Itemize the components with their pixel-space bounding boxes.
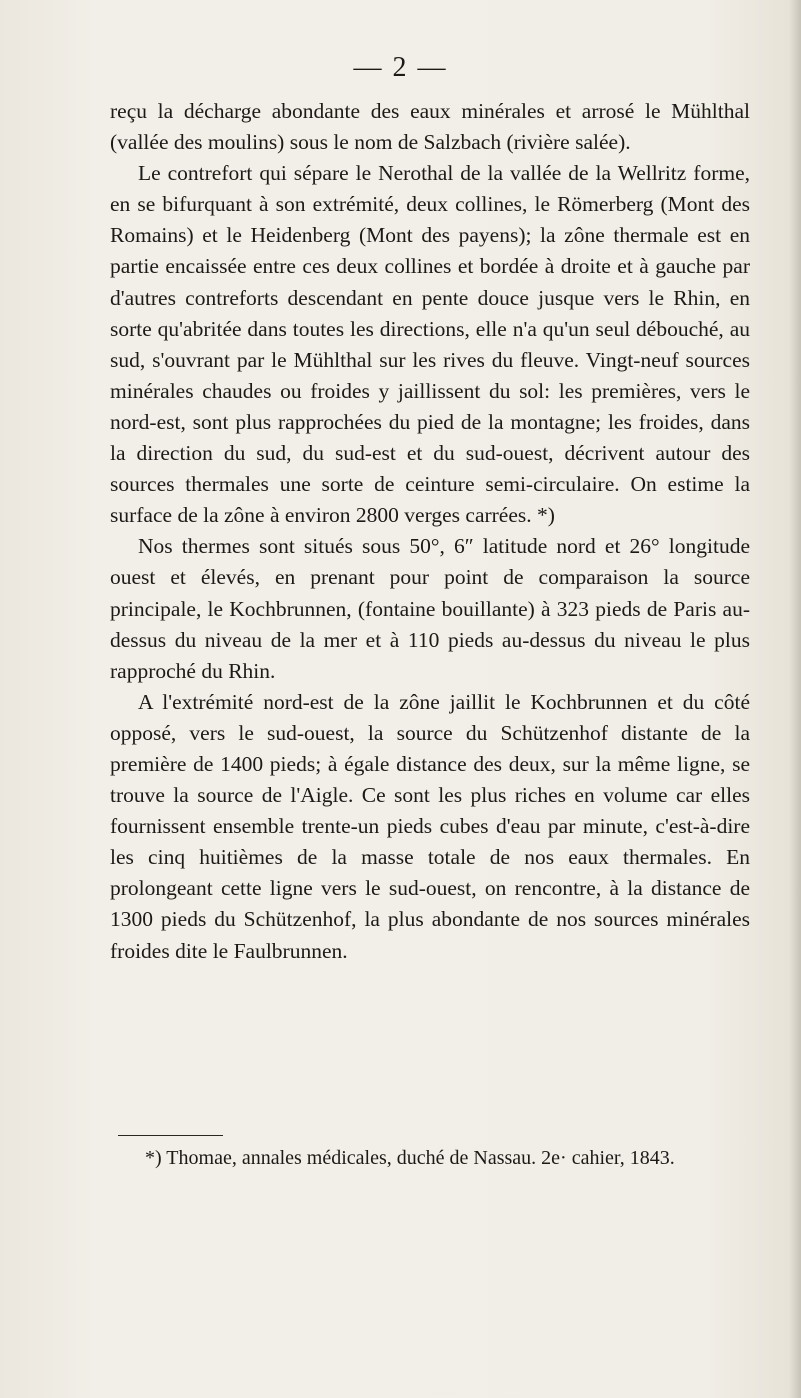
- footnote-divider: [118, 1135, 223, 1136]
- page-number: — 2 —: [353, 52, 448, 83]
- body-text: [110, 96, 750, 967]
- footnote: *) Thomae, annales médicales, duché de Nassau. 2e· cahier, 1843.: [145, 1147, 675, 1169]
- paragraph-3: Nos thermes sont situés sous 50°, 6″ latitude nord et 26° longitude ouest et élevés, en prenant pour point de comparaison la source principale, le Kochbrunnen, (fontaine bouillante) à 323 pieds de Paris au-dessus du niveau de la mer et à 110 pieds au-dessus du niveau le plus rapproché du Rhin.: [110, 534, 750, 683]
- page-edge-shadow: [789, 0, 801, 1398]
- paragraph-4: A l'extrémité nord-est de la zône jaillit le Kochbrunnen et du côté opposé, vers le sud-ouest, la source du Schützenhof distante de la première de 1400 pieds; à égale distance des deux, sur la même ligne, se trouve la source de l'Aigle. Ce sont les plus riches en volume car elles fournissent ensemble trente-un pieds cubes d'eau par minute, c'est-à-dire les cinq huitièmes de la masse totale de nos eaux thermales. En prolongeant cette ligne vers le sud-ouest, on rencontre, à la distance de 1300 pieds du Schützenhof, la plus abondante de nos sources minérales froides dite le Faulbrunnen.: [110, 689, 750, 963]
- paragraph-1: reçu la décharge abondante des eaux minérales et arrosé le Mühlthal (vallée des moulins) sous le nom de Salzbach (rivière salée).: [110, 99, 750, 155]
- paragraph-2: Le contrefort qui sépare le Nerothal de la vallée de la Wellritz forme, en se bifurquant à son extrémité, deux collines, le Römerberg (Mont des Romains) et le Heidenberg (Mont des payens); la zône thermale est en partie encaissée entre ces deux collines et bordée à droite et à gauche par d'autres contreforts descendant en pente douce jusque vers le Rhin, en sorte qu'abritée dans toutes les directions, elle n'a qu'un seul débouché, au sud, s'ouvrant par le Mühlthal sur les rives du fleuve. Vingt-neuf sources minérales chaudes ou froides y jaillissent du sol: les premières, vers le nord-est, sont plus rapprochées du pied de la montagne; les froides, dans la direction du sud, du sud-est et du sud-ouest, décrivent autour des sources thermales une sorte de ceinture semi-circulaire. On estime la surface de la zône à environ 2800 verges carrées. *): [110, 161, 750, 528]
